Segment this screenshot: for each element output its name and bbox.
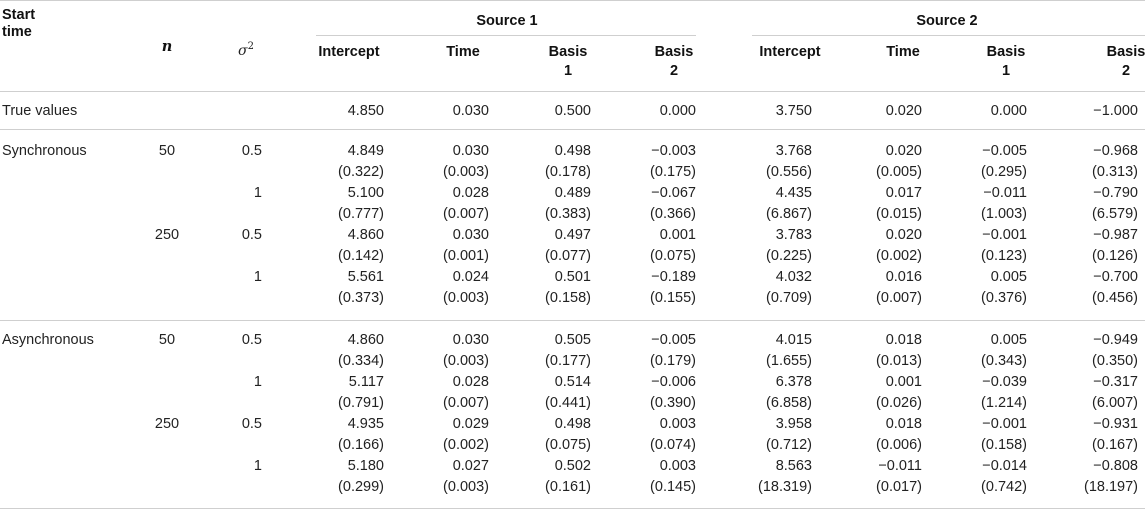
stderr-cell: (0.003) — [443, 290, 489, 306]
stderr-cell: (0.742) — [981, 479, 1027, 495]
estimate-cell: 3.958 — [775, 416, 812, 432]
estimate-cell: 0.003 — [659, 416, 696, 432]
source2-rule — [752, 35, 1145, 36]
estimate-cell: −0.189 — [651, 269, 696, 285]
estimate-cell: −0.039 — [982, 374, 1027, 390]
stderr-cell: (0.026) — [876, 395, 922, 411]
true-value-2: 0.500 — [554, 103, 591, 119]
estimate-cell: 0.030 — [452, 332, 489, 348]
stderr-cell: (0.709) — [766, 290, 812, 306]
col-header-6-line1: Basis — [986, 44, 1026, 60]
estimate-cell: 6.378 — [775, 374, 812, 390]
true-value-3: 0.000 — [659, 103, 696, 119]
true-value-0: 4.850 — [347, 103, 384, 119]
stderr-cell: (0.145) — [650, 479, 696, 495]
truevalues-rule — [0, 129, 1145, 130]
estimate-cell: 4.032 — [775, 269, 812, 285]
header-rule — [0, 91, 1145, 92]
stderr-cell: (0.015) — [876, 206, 922, 222]
stderr-cell: (0.126) — [1092, 248, 1138, 264]
estimate-cell: 0.514 — [554, 374, 591, 390]
n-value: 250 — [154, 227, 180, 243]
estimate-cell: 0.017 — [885, 185, 922, 201]
true-value-1: 0.030 — [452, 103, 489, 119]
estimate-cell: 0.030 — [452, 227, 489, 243]
n-header: n — [161, 38, 173, 55]
sigma2-value: 0.5 — [241, 416, 262, 432]
stderr-cell: (6.867) — [766, 206, 812, 222]
stderr-cell: (0.373) — [338, 290, 384, 306]
true-value-7: −1.000 — [1093, 103, 1138, 119]
stderr-cell: (0.005) — [876, 164, 922, 180]
stderr-cell: (0.017) — [876, 479, 922, 495]
estimate-cell: 0.005 — [990, 332, 1027, 348]
estimate-cell: −0.067 — [651, 185, 696, 201]
stderr-cell: (0.175) — [650, 164, 696, 180]
estimate-cell: 0.027 — [452, 458, 489, 474]
stderr-cell: (0.123) — [981, 248, 1027, 264]
stderr-cell: (6.858) — [766, 395, 812, 411]
stderr-cell: (0.013) — [876, 353, 922, 369]
stderr-cell: (0.712) — [766, 437, 812, 453]
stderr-cell: (0.295) — [981, 164, 1027, 180]
stderr-cell: (0.777) — [338, 206, 384, 222]
estimate-cell: −0.006 — [651, 374, 696, 390]
n-value: 250 — [154, 416, 180, 432]
col-header-5: Time — [886, 44, 920, 60]
stderr-cell: (0.002) — [443, 437, 489, 453]
estimate-cell: 5.180 — [347, 458, 384, 474]
true-value-6: 0.000 — [990, 103, 1027, 119]
sigma2-value: 1 — [253, 269, 262, 285]
true-value-5: 0.020 — [885, 103, 922, 119]
sigma2-value: 1 — [253, 374, 262, 390]
stderr-cell: (0.007) — [443, 206, 489, 222]
col-header-6-line2: 1 — [1001, 63, 1011, 79]
stderr-cell: (0.142) — [338, 248, 384, 264]
stderr-cell: (0.366) — [650, 206, 696, 222]
stderr-cell: (0.334) — [338, 353, 384, 369]
estimate-cell: 0.003 — [659, 458, 696, 474]
stderr-cell: (0.177) — [545, 353, 591, 369]
estimate-cell: 4.860 — [347, 332, 384, 348]
estimate-cell: 5.561 — [347, 269, 384, 285]
stderr-cell: (0.158) — [981, 437, 1027, 453]
col-header-3-line1: Basis — [654, 44, 694, 60]
estimate-cell: 0.505 — [554, 332, 591, 348]
col-header-4: Intercept — [759, 44, 821, 60]
stderr-cell: (0.456) — [1092, 290, 1138, 306]
col-header-3-line2: 2 — [669, 63, 679, 79]
estimate-cell: 0.028 — [452, 185, 489, 201]
estimate-cell: −0.005 — [982, 143, 1027, 159]
estimate-cell: 0.028 — [452, 374, 489, 390]
stderr-cell: (0.383) — [545, 206, 591, 222]
stderr-cell: (0.167) — [1092, 437, 1138, 453]
estimate-cell: 0.502 — [554, 458, 591, 474]
stderr-cell: (0.074) — [650, 437, 696, 453]
true-value-4: 3.750 — [775, 103, 812, 119]
estimate-cell: −0.011 — [878, 458, 922, 474]
sigma-squared-header — [238, 38, 254, 60]
stderr-cell: (0.225) — [766, 248, 812, 264]
estimate-cell: 0.020 — [885, 143, 922, 159]
sigma2-value: 0.5 — [241, 332, 262, 348]
estimate-cell: −0.001 — [982, 416, 1027, 432]
estimate-cell: 4.935 — [347, 416, 384, 432]
estimate-cell: 0.029 — [452, 416, 489, 432]
n-value: 50 — [158, 332, 176, 348]
estimate-cell: −0.005 — [651, 332, 696, 348]
stderr-cell: (0.161) — [545, 479, 591, 495]
stderr-cell: (18.197) — [1083, 479, 1138, 495]
estimate-cell: 0.498 — [554, 143, 591, 159]
col-header-7-line1: Basis — [1106, 44, 1145, 60]
synchronous-rule — [0, 320, 1145, 321]
estimate-cell: 0.018 — [885, 332, 922, 348]
stderr-cell: (0.002) — [876, 248, 922, 264]
stderr-cell: (0.178) — [545, 164, 591, 180]
estimate-cell: 0.489 — [554, 185, 591, 201]
group-label-1: Asynchronous — [2, 332, 94, 348]
sigma-symbol: σ — [238, 43, 248, 59]
estimate-cell: 8.563 — [775, 458, 812, 474]
estimate-cell: −0.003 — [651, 143, 696, 159]
col-header-1: Time — [446, 44, 480, 60]
sigma2-value: 1 — [253, 185, 262, 201]
stderr-cell: (0.006) — [876, 437, 922, 453]
estimate-cell: 0.020 — [885, 227, 922, 243]
stderr-cell: (0.075) — [650, 248, 696, 264]
estimate-cell: −0.700 — [1093, 269, 1138, 285]
stderr-cell: (18.319) — [757, 479, 812, 495]
true-values-label: True values — [2, 103, 78, 119]
estimate-cell: 4.849 — [347, 143, 384, 159]
stderr-cell: (0.343) — [981, 353, 1027, 369]
col-header-2-line1: Basis — [548, 44, 588, 60]
sigma2-value: 1 — [253, 458, 262, 474]
estimate-cell: 0.030 — [452, 143, 489, 159]
estimate-cell: −0.317 — [1093, 374, 1138, 390]
stderr-cell: (0.075) — [545, 437, 591, 453]
stderr-cell: (1.655) — [766, 353, 812, 369]
stderr-cell: (0.322) — [338, 164, 384, 180]
stderr-cell: (0.390) — [650, 395, 696, 411]
estimate-cell: −0.968 — [1093, 143, 1138, 159]
top-rule — [0, 0, 1145, 1]
stderr-cell: (0.077) — [545, 248, 591, 264]
stderr-cell: (0.158) — [545, 290, 591, 306]
stderr-cell: (0.179) — [650, 353, 696, 369]
start-time-header-line2: time — [2, 24, 32, 40]
estimate-cell: 4.435 — [775, 185, 812, 201]
estimate-cell: 0.001 — [885, 374, 922, 390]
estimate-cell: 0.501 — [554, 269, 591, 285]
estimate-cell: −0.949 — [1093, 332, 1138, 348]
estimate-cell: 0.005 — [990, 269, 1027, 285]
stderr-cell: (0.441) — [545, 395, 591, 411]
estimate-cell: 4.015 — [775, 332, 812, 348]
stderr-cell: (0.350) — [1092, 353, 1138, 369]
estimate-cell: −0.808 — [1093, 458, 1138, 474]
group-label-0: Synchronous — [2, 143, 87, 159]
stderr-cell: (1.003) — [981, 206, 1027, 222]
estimate-cell: 0.001 — [659, 227, 696, 243]
stderr-cell: (0.155) — [650, 290, 696, 306]
sigma2-value: 0.5 — [241, 143, 262, 159]
col-header-0: Intercept — [318, 44, 380, 60]
estimate-cell: 3.768 — [775, 143, 812, 159]
stderr-cell: (0.556) — [766, 164, 812, 180]
estimate-cell: 0.497 — [554, 227, 591, 243]
stderr-cell: (6.007) — [1092, 395, 1138, 411]
stderr-cell: (0.313) — [1092, 164, 1138, 180]
sigma-exponent: 2 — [247, 41, 254, 52]
stderr-cell: (1.214) — [981, 395, 1027, 411]
stderr-cell: (0.003) — [443, 164, 489, 180]
start-time-header-line1: Start — [2, 7, 36, 23]
stderr-cell: (0.299) — [338, 479, 384, 495]
source1-header: Source 1 — [476, 13, 538, 29]
estimate-cell: 3.783 — [775, 227, 812, 243]
estimate-cell: 0.024 — [452, 269, 489, 285]
estimate-cell: 5.117 — [348, 374, 384, 390]
source1-rule — [316, 35, 696, 36]
stderr-cell: (0.007) — [876, 290, 922, 306]
estimate-cell: −0.987 — [1093, 227, 1138, 243]
estimate-cell: −0.011 — [983, 185, 1027, 201]
estimate-cell: 5.100 — [347, 185, 384, 201]
stderr-cell: (0.376) — [981, 290, 1027, 306]
estimate-cell: 0.498 — [554, 416, 591, 432]
stderr-cell: (0.003) — [443, 479, 489, 495]
estimate-cell: 4.860 — [347, 227, 384, 243]
stderr-cell: (6.579) — [1092, 206, 1138, 222]
estimate-cell: 0.018 — [885, 416, 922, 432]
col-header-7-line2: 2 — [1121, 63, 1131, 79]
stderr-cell: (0.001) — [443, 248, 489, 264]
sigma2-value: 0.5 — [241, 227, 262, 243]
estimate-cell: −0.790 — [1093, 185, 1138, 201]
estimate-cell: 0.016 — [885, 269, 922, 285]
source2-header: Source 2 — [916, 13, 978, 29]
stderr-cell: (0.003) — [443, 353, 489, 369]
stderr-cell: (0.007) — [443, 395, 489, 411]
stderr-cell: (0.791) — [338, 395, 384, 411]
col-header-2-line2: 1 — [563, 63, 573, 79]
stderr-cell: (0.166) — [338, 437, 384, 453]
estimate-cell: −0.014 — [982, 458, 1027, 474]
estimate-cell: −0.001 — [982, 227, 1027, 243]
n-value: 50 — [158, 143, 176, 159]
estimate-cell: −0.931 — [1093, 416, 1138, 432]
